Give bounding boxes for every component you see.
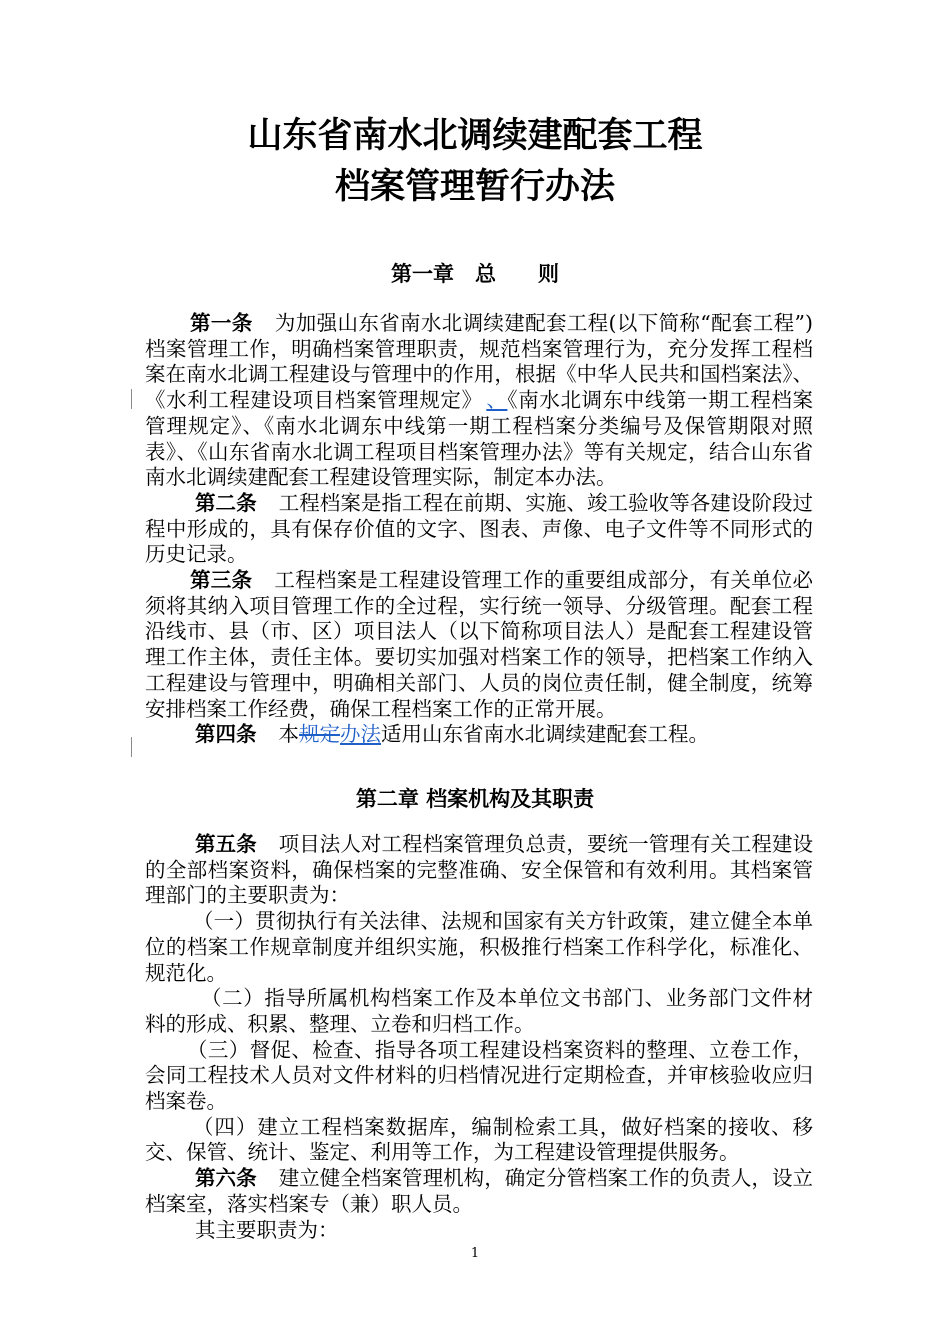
article-1-text-continued: 《南水北调东中线第一期工程档案管理规定》、《南水北调东中线第一期工程档案分类编号及保管期限对照表》、《山东省南水北调工程项目档案管理办法》等有关规定，结合山东省南水北调续建配套工程建设管理实际，制定本办法。 (145, 388, 814, 490)
article-3-text: 工程档案是工程建设管理工作的重要组成部分，有关单位必须将其纳入项目管理工作的全过程，实行统一领导、分级管理。配套工程沿线市、县（市、区）项目法人（以下简称项目法人）是配套工程建设管理工作主体，责任主体。要切实加强对档案工作的领导，把档案工作纳入工程建设与管理中，明确相关部门、人员的岗位责任制，健全制度，统筹安排档案工作经费，确保工程档案工作的正常开展。 (145, 568, 814, 721)
article-2 (145, 491, 813, 568)
article-2-label: 第二条 (195, 490, 257, 515)
article-1-label: 第一条 (190, 311, 253, 335)
article-4-prefix: 本 (278, 722, 299, 747)
article-5-item-4: （四）建立工程档案数据库，编制检索工具，做好档案的接收、移交、保管、统计、鉴定、利用等工作，为工程建设管理提供服务。 (145, 1114, 813, 1165)
revision-inserted-text: 办法 (340, 722, 381, 747)
article-2-text: 工程档案是指工程在前期、实施、竣工验收等各建设阶段过程中形成的，具有保存价值的文字、图表、声像、电子文件等不同形式的历史记录。 (145, 490, 813, 567)
article-1 (145, 311, 813, 491)
article-6-label: 第六条 (195, 1166, 257, 1191)
article-4 (145, 722, 813, 748)
chapter-2-body (145, 832, 813, 1243)
article-5-item-3: （三）督促、检查、指导各项工程建设档案资料的整理、立卷工作，会同工程技术人员对文件材料的归档情况进行定期检查，并审核验收应归档案卷。 (145, 1037, 813, 1114)
chapter-2-heading: 第二章 档案机构及其职责 (355, 787, 595, 811)
document-title-line1: 山东省南水北调续建配套工程 (247, 116, 703, 156)
article-6 (145, 1166, 813, 1217)
article-1-text: 为加强山东省南水北调续建配套工程(以下简称“配套工程”)档案管理工作，明确档案管理职责，规范档案管理行为，充分发挥工程档案在南水北调工程建设与管理中的作用，根据《中华人民共和国档案法》、《水利工程建设项目档案管理规定》 (145, 311, 813, 413)
revision-margin-mark (131, 389, 132, 409)
article-5-label: 第五条 (195, 832, 257, 856)
revision-margin-mark (131, 737, 132, 757)
article-6-text: 建立健全档案管理机构，确定分管档案工作的负责人，设立档案室，落实档案专（兼）职人员。 (145, 1166, 813, 1216)
document-title-line2: 档案管理暂行办法 (334, 167, 615, 207)
chapter-1-heading: 第一章 总 则 (391, 262, 559, 286)
article-4-suffix: 适用山东省南水北调续建配套工程。 (381, 722, 709, 747)
article-5 (145, 832, 813, 909)
article-3-label: 第三条 (190, 568, 253, 593)
article-5-item-1: （一）贯彻执行有关法律、法规和国家有关方针政策，建立健全本单位的档案工作规章制度并组织实施，积极推行档案工作科学化，标准化、规范化。 (145, 909, 813, 985)
article-6-next: 其主要职责为： (195, 1217, 339, 1242)
revision-deleted-text: 规定 (299, 722, 340, 747)
article-4-label: 第四条 (195, 722, 257, 747)
page-number: 1 (470, 1246, 480, 1261)
article-3 (145, 568, 813, 722)
chapter-1-body (145, 311, 813, 748)
article-5-item-2: （二）指导所属机构档案工作及本单位文书部门、业务部门文件材料的形成、积累、整理、立卷和归档工作。 (145, 986, 813, 1036)
article-5-text: 项目法人对工程档案管理负总责，要统一管理有关工程建设的全部档案资料，确保档案的完整准确、安全保管和有效利用。其档案管理部门的主要职责为： (145, 832, 813, 908)
revision-insert-mark: 、 (486, 388, 508, 413)
